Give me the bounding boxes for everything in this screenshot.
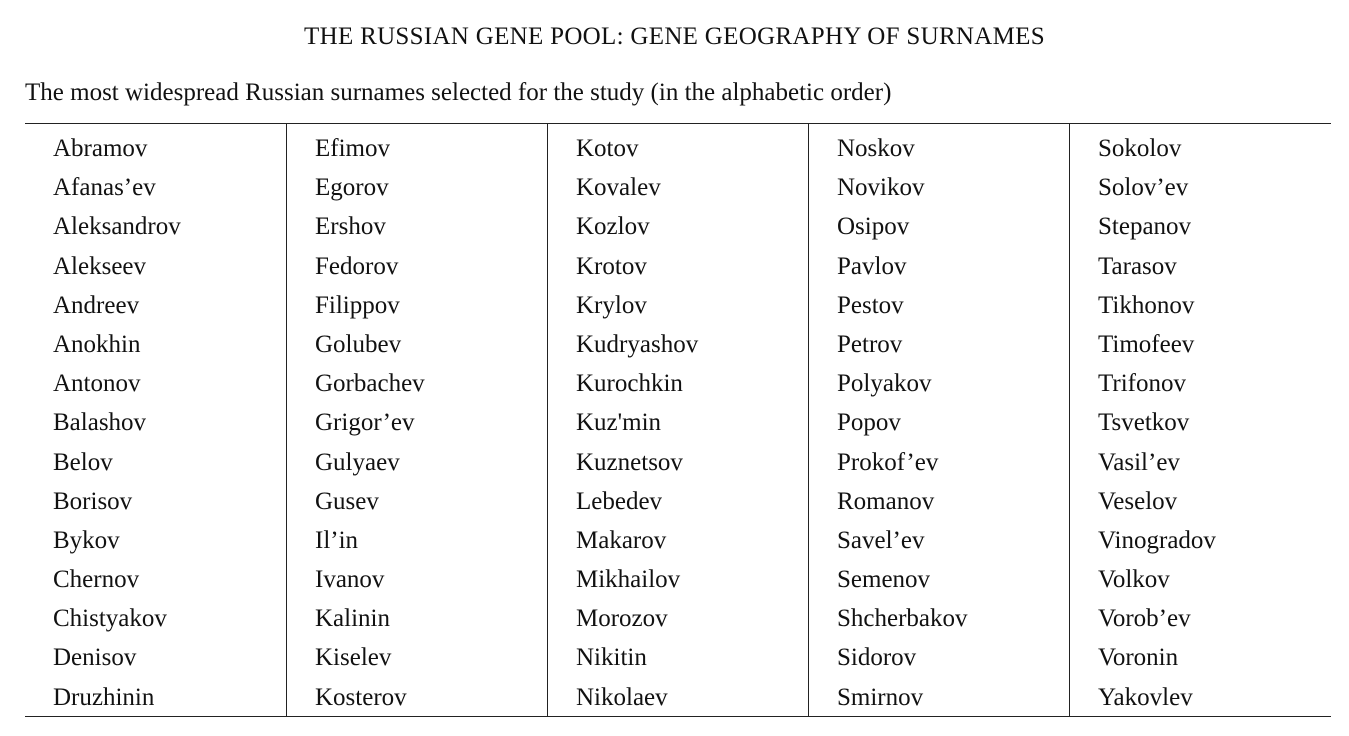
surname-cell: Kozlov	[576, 213, 650, 241]
surname-cell: Aleksandrov	[53, 213, 181, 241]
surname-cell: Tarasov	[1098, 252, 1177, 280]
surname-cell: Mikhailov	[576, 566, 681, 594]
surname-cell: Romanov	[837, 487, 935, 515]
surname-cell: Golubev	[315, 330, 402, 358]
surname-cell: Vinogradov	[1098, 526, 1216, 554]
table-caption: The most widespread Russian surnames selected for the study (in the alphabetic order)	[25, 79, 892, 106]
surname-cell: Afanas’ev	[53, 174, 156, 202]
table-column-5	[1069, 124, 1330, 716]
table-column-4	[808, 124, 1069, 716]
surname-cell: Gusev	[315, 487, 379, 515]
surname-cell: Chistyakov	[53, 605, 167, 633]
surnames-table	[25, 123, 1331, 717]
surname-cell: Bykov	[53, 526, 120, 554]
surname-cell: Filippov	[315, 291, 400, 319]
surname-cell: Efimov	[315, 135, 390, 162]
surname-cell: Chernov	[53, 566, 140, 594]
surname-cell: Abramov	[53, 135, 148, 162]
surname-cell: Morozov	[576, 605, 668, 633]
surname-cell: Petrov	[837, 330, 903, 358]
surname-cell: Gorbachev	[315, 370, 425, 398]
surname-cell: Vasil’ev	[1098, 448, 1180, 476]
surname-cell: Fedorov	[315, 252, 399, 280]
surname-cell: Andreev	[53, 291, 140, 319]
surname-cell: Savel’ev	[837, 526, 925, 554]
surname-cell: Tikhonov	[1098, 291, 1195, 319]
surname-cell: Yakovlev	[1098, 683, 1193, 711]
surname-cell: Sokolov	[1098, 135, 1182, 162]
surname-cell: Kuznetsov	[576, 448, 683, 476]
surname-cell: Trifonov	[1098, 370, 1186, 398]
surname-cell: Sidorov	[837, 644, 917, 672]
surname-cell: Denisov	[53, 644, 137, 672]
surname-cell: Kovalev	[576, 174, 661, 202]
table-column-2	[286, 124, 547, 716]
surname-cell: Grigor’ev	[315, 409, 415, 437]
surname-cell: Kudryashov	[576, 330, 699, 358]
surname-cell: Vorob’ev	[1098, 605, 1191, 633]
surname-cell: Smirnov	[837, 683, 924, 711]
surname-cell: Solov’ev	[1098, 174, 1189, 202]
surname-cell: Voronin	[1098, 644, 1179, 672]
surname-cell: Noskov	[837, 135, 915, 162]
surname-cell: Kotov	[576, 135, 639, 162]
surname-cell: Alekseev	[53, 252, 147, 280]
surname-cell: Balashov	[53, 409, 147, 437]
surname-cell: Kurochkin	[576, 370, 683, 398]
surname-cell: Prokof’ev	[837, 448, 939, 476]
surname-cell: Ershov	[315, 213, 386, 241]
surname-cell: Egorov	[315, 174, 389, 202]
surname-cell: Makarov	[576, 526, 667, 554]
table-column-1	[25, 124, 286, 716]
surname-cell: Osipov	[837, 213, 910, 241]
surname-cell: Krylov	[576, 291, 647, 319]
surname-cell: Belov	[53, 448, 113, 476]
surname-cell: Antonov	[53, 370, 141, 398]
table-column-3	[547, 124, 808, 716]
surname-cell: Tsvetkov	[1098, 409, 1190, 437]
surname-cell: Pestov	[837, 291, 904, 319]
surname-cell: Novikov	[837, 174, 925, 202]
surname-cell: Kiselev	[315, 644, 392, 672]
surname-cell: Stepanov	[1098, 213, 1192, 241]
surname-cell: Kalinin	[315, 605, 390, 633]
surname-cell: Kuz'min	[576, 409, 662, 437]
surname-cell: Anokhin	[53, 330, 141, 358]
surname-cell: Ivanov	[315, 566, 385, 594]
surname-cell: Shcherbakov	[837, 605, 968, 633]
page-title: THE RUSSIAN GENE POOL: GENE GEOGRAPHY OF SURNAMES	[304, 23, 1045, 50]
surname-cell: Semenov	[837, 566, 931, 594]
surname-cell: Kosterov	[315, 683, 407, 711]
surname-cell: Veselov	[1098, 487, 1178, 515]
surname-cell: Gulyaev	[315, 448, 400, 476]
surname-cell: Polyakov	[837, 370, 932, 398]
surname-cell: Timofeev	[1098, 330, 1195, 358]
surname-cell: Druzhinin	[53, 683, 155, 711]
surname-cell: Pavlov	[837, 252, 907, 280]
surname-cell: Nikolaev	[576, 683, 668, 711]
surname-cell: Lebedev	[576, 487, 663, 515]
surname-cell: Borisov	[53, 487, 133, 515]
surname-cell: Il’in	[315, 526, 359, 554]
surname-cell: Krotov	[576, 252, 647, 280]
surname-cell: Nikitin	[576, 644, 647, 672]
surname-cell: Volkov	[1098, 566, 1170, 594]
surname-cell: Popov	[837, 409, 901, 437]
